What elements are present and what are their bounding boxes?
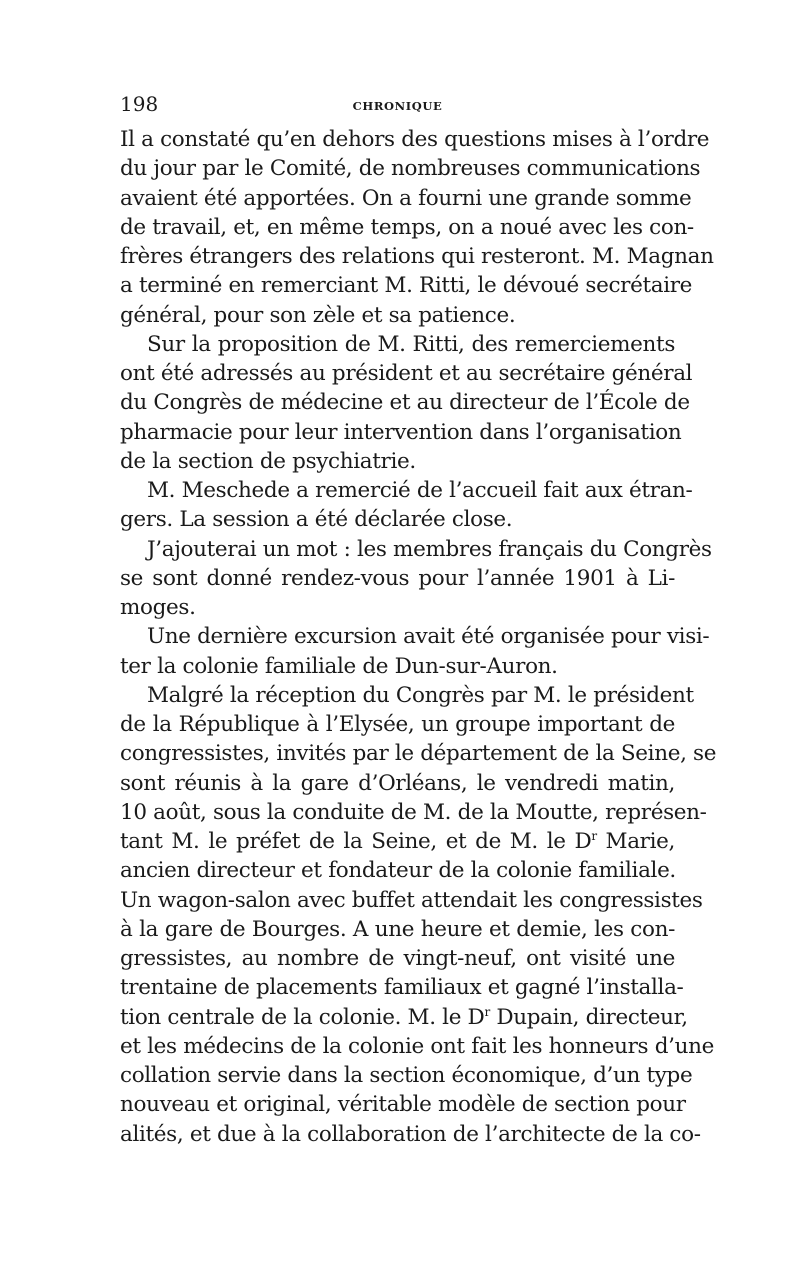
text-line: frères étrangers des relations qui resteront. M. Magnan bbox=[120, 244, 714, 269]
text-line: de travail, et, en même temps, on a noué avec les con- bbox=[120, 214, 694, 240]
text-line: du jour par le Comité, de nombreuses communications bbox=[120, 156, 701, 182]
text-line: gers. La session a été déclarée close. bbox=[120, 507, 513, 533]
running-title: CHRONIQUE bbox=[352, 99, 443, 113]
text-line: du Congrès de médecine et au directeur de l’École de bbox=[120, 390, 690, 416]
text-line: et les médecins de la colonie ont fait les honneurs d’une bbox=[120, 1033, 714, 1059]
text-line: moges. bbox=[120, 595, 196, 620]
text-line: trentaine de placements familiaux et gagné l’installa- bbox=[120, 975, 684, 1001]
text-line: Une dernière excursion avait été organisée pour visi- bbox=[147, 624, 710, 650]
text-line: a terminé en remerciant M. Ritti, le dévoué secrétaire bbox=[120, 273, 693, 299]
text-line: se sont donné rendez-vous pour l’année 1901 à Li- bbox=[120, 565, 675, 591]
text-line: M. Meschede a remercié de l’accueil fait aux étran- bbox=[147, 478, 693, 503]
line-text: tant M. le préfet de la Seine, et de M. le D bbox=[120, 829, 592, 854]
text-line: de la République à l’Elysée, un groupe important de bbox=[120, 712, 675, 737]
line-text: tion centrale de la colonie. M. le D bbox=[120, 1004, 485, 1030]
running-head bbox=[120, 90, 675, 118]
text-line: Il a constaté qu’en dehors des questions mises à l’ordre bbox=[120, 127, 710, 152]
line-text: Dupain, directeur, bbox=[489, 1004, 688, 1030]
text-line: alités, et due à la collaboration de l’architecte de la co- bbox=[120, 1121, 701, 1147]
page-number: 198 bbox=[120, 92, 159, 116]
text-line: ont été adressés au président et au secrétaire général bbox=[120, 361, 693, 386]
text-line: ancien directeur et fondateur de la colonie familiale. bbox=[120, 858, 676, 884]
text-line: collation servie dans la section économique, d’un type bbox=[120, 1063, 693, 1088]
body-text bbox=[120, 125, 717, 1149]
text-line: gressistes, au nombre de vingt-neuf, ont visité une bbox=[120, 946, 675, 971]
superscript: r bbox=[591, 829, 597, 843]
text-line: Un wagon-salon avec buffet attendait les congressistes bbox=[120, 887, 703, 913]
text-line: J’ajouterai un mot : les membres français du Congrès bbox=[147, 536, 712, 562]
text-line: Sur la proposition de M. Ritti, des remerciements bbox=[147, 331, 675, 357]
text-line: sont réunis à la gare d’Orléans, le vendredi matin, bbox=[120, 770, 675, 796]
text-line: général, pour son zèle et sa patience. bbox=[120, 302, 516, 328]
line-text: Marie, bbox=[596, 829, 675, 854]
text-line-with-superscript bbox=[120, 827, 675, 856]
text-line: avaient été apportées. On a fourni une grande somme bbox=[120, 185, 692, 211]
text-line-with-superscript bbox=[120, 1003, 688, 1032]
text-line: à la gare de Bourges. A une heure et demie, les con- bbox=[120, 916, 675, 942]
text-line: nouveau et original, véritable modèle de section pour bbox=[120, 1092, 686, 1118]
superscript: r bbox=[484, 1004, 490, 1019]
text-line: Malgré la réception du Congrès par M. le président bbox=[147, 682, 694, 708]
text-line: pharmacie pour leur intervention dans l’organisation bbox=[120, 419, 682, 445]
text-line: ter la colonie familiale de Dun-sur-Auron. bbox=[120, 653, 558, 679]
text-line: congressistes, invités par le département de la Seine, se bbox=[120, 741, 717, 767]
text-line: de la section de psychiatrie. bbox=[120, 448, 416, 474]
text-line: 10 août, sous la conduite de M. de la Moutte, représen- bbox=[120, 799, 707, 825]
